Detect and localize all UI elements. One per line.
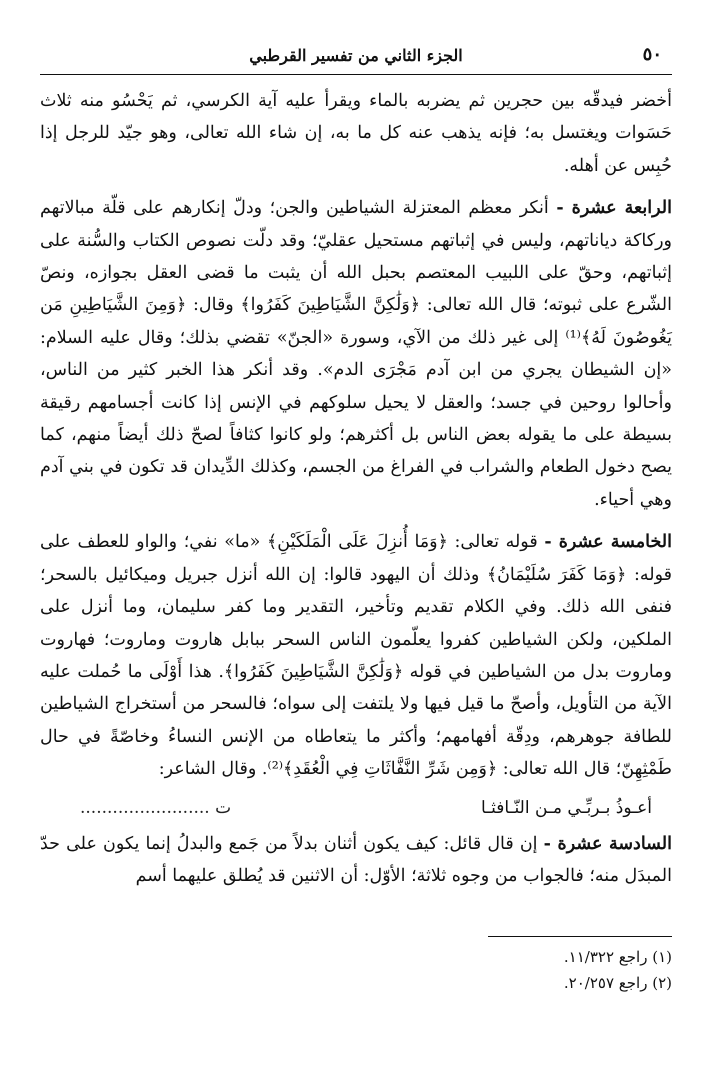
page (40, 40, 673, 992)
poem-verse (80, 792, 652, 824)
verse-hemistich-second: ت ........................ (80, 797, 232, 818)
paragraph-3-lead: الخامسة عشرة - (544, 532, 672, 553)
footnote-2: (٢) راجع ٢٠/٢٥٧. (563, 974, 672, 992)
footnote-divider (488, 936, 672, 937)
paragraph-1 (40, 85, 672, 182)
paragraph-4-lead: السادسة عشرة - (543, 833, 672, 854)
page-header (40, 40, 672, 75)
paragraph-3 (40, 526, 672, 785)
paragraph-4-text: إن قال قائل: كيف يكون أثنان بدلاً من جَمع والبدلُ إنما يكون على حدّ المبدَل منه؛ فالجواب من وجوه ثلاثة؛ الأوّل: أن الاثنين قد يُطلق عليهما أسم (40, 833, 672, 886)
footnote-1: (١) راجع ١١/٣٢٢. (563, 948, 672, 966)
page-number: ٥٠ (642, 44, 662, 65)
body-text (40, 85, 672, 892)
running-title: الجزء الثاني من تفسير القرطبي (249, 46, 463, 65)
paragraph-3-text: قوله تعالى: ﴿وَمَا أُنزِلَ عَلَى الْمَلَكَيْنِ﴾ «ما» نفي؛ والواو للعطف على قوله: ﴿وَمَا كَفَرَ سُلَيْمَانُ﴾ وذلك أن اليهود قالوا: إن الله أنزل جبريل وميكائيل بالسحر؛ فنفى الله ذلك. وفي الكلام تقديم وتأخير، التقدير وما كفر سليمان، وما أنزل على الملكين، ولكن الشياطين كفروا يعلّمون الناس السحر ببابل هاروت وماروت؛ فهاروت وماروت بدل من الشياطين في قوله ﴿وَلَٰكِنَّ الشَّيَاطِينَ كَفَرُوا﴾. هذا أَوْلَى ما حُملت عليه الآية من التأويل، وأصحّ ما قيل فيها ولا يلتفت إلى سواه؛ فالسحر من أستخراج الشياطين للطافة جوهرهم، ودِقّة أفهامهم؛ وأكثر ما يتعاطاه من الإنس النساءُ وخاصّةً في حال طَمْثِهِنّ؛ قال الله تعالى: ﴿وَمِن شَرِّ النَّفَّاثَاتِ فِي الْعُقَدِ﴾⁽²⁾. وقال الشاعر: (40, 532, 672, 780)
paragraph-4 (40, 828, 672, 893)
paragraph-2-text: أنكر معظم المعتزلة الشياطين والجن؛ ودلّ إنكارهم على قلّة مبالاتهم وركاكة دياناتهم، وليس في إثباتهم مستحيل عقليّ؛ وقد دلّت نصوص الكتاب والسُّنة على إثباتهم، وحقّ على اللبيب المعتصم بحبل الله أن يثبت ما قضى العقل بجوازه، ونصّ الشّرع على ثبوته؛ قال الله تعالى: ﴿وَلَٰكِنَّ الشَّيَاطِينَ كَفَرُوا﴾ وقال: ﴿وَمِنَ الشَّيَاطِينِ مَن يَغُوصُونَ لَهُ﴾⁽¹⁾ إلى غير ذلك من الآي، وسورة «الجنّ» تقضي بذلك؛ وقال عليه السلام: «إن الشيطان يجري من ابن آدم مَجْرَى الدم». وقد أنكر هذا الخبر كثير من الناس، وأحالوا روحين في جسد؛ والعقل لا يحيل سلوكهم في الإنس إذا كانت أجسامهم رقيقة بسيطة على ما يقوله بعض الناس بل أكثرهم؛ ولو كانوا كثافاً لصحّ ذلك أيضاً منهم، كما يصح دخول الطعام والشراب في الفراغ من الجسم، وكذلك الدِّيدان قد تكون في بني آدم وهي أحياء. (40, 198, 672, 510)
paragraph-2-lead: الرابعة عشرة - (556, 198, 673, 219)
footnotes (564, 944, 672, 996)
paragraph-1-text: أخضر فيدقّه بين حجرين ثم يضربه بالماء ويقرأ عليه آية الكرسي، ثم يَحْسُو منه ثلاث حَسَوات ويغتسل به؛ فإنه يذهب عنه كل ما به، إن شاء الله تعالى، وهو جيّد للرجل إذا حُبِس عن أهله. (40, 91, 672, 176)
verse-hemistich-first: أعـوذُ بـربِّـي مـن النّـافثـا (480, 797, 652, 818)
paragraph-2 (40, 192, 672, 516)
